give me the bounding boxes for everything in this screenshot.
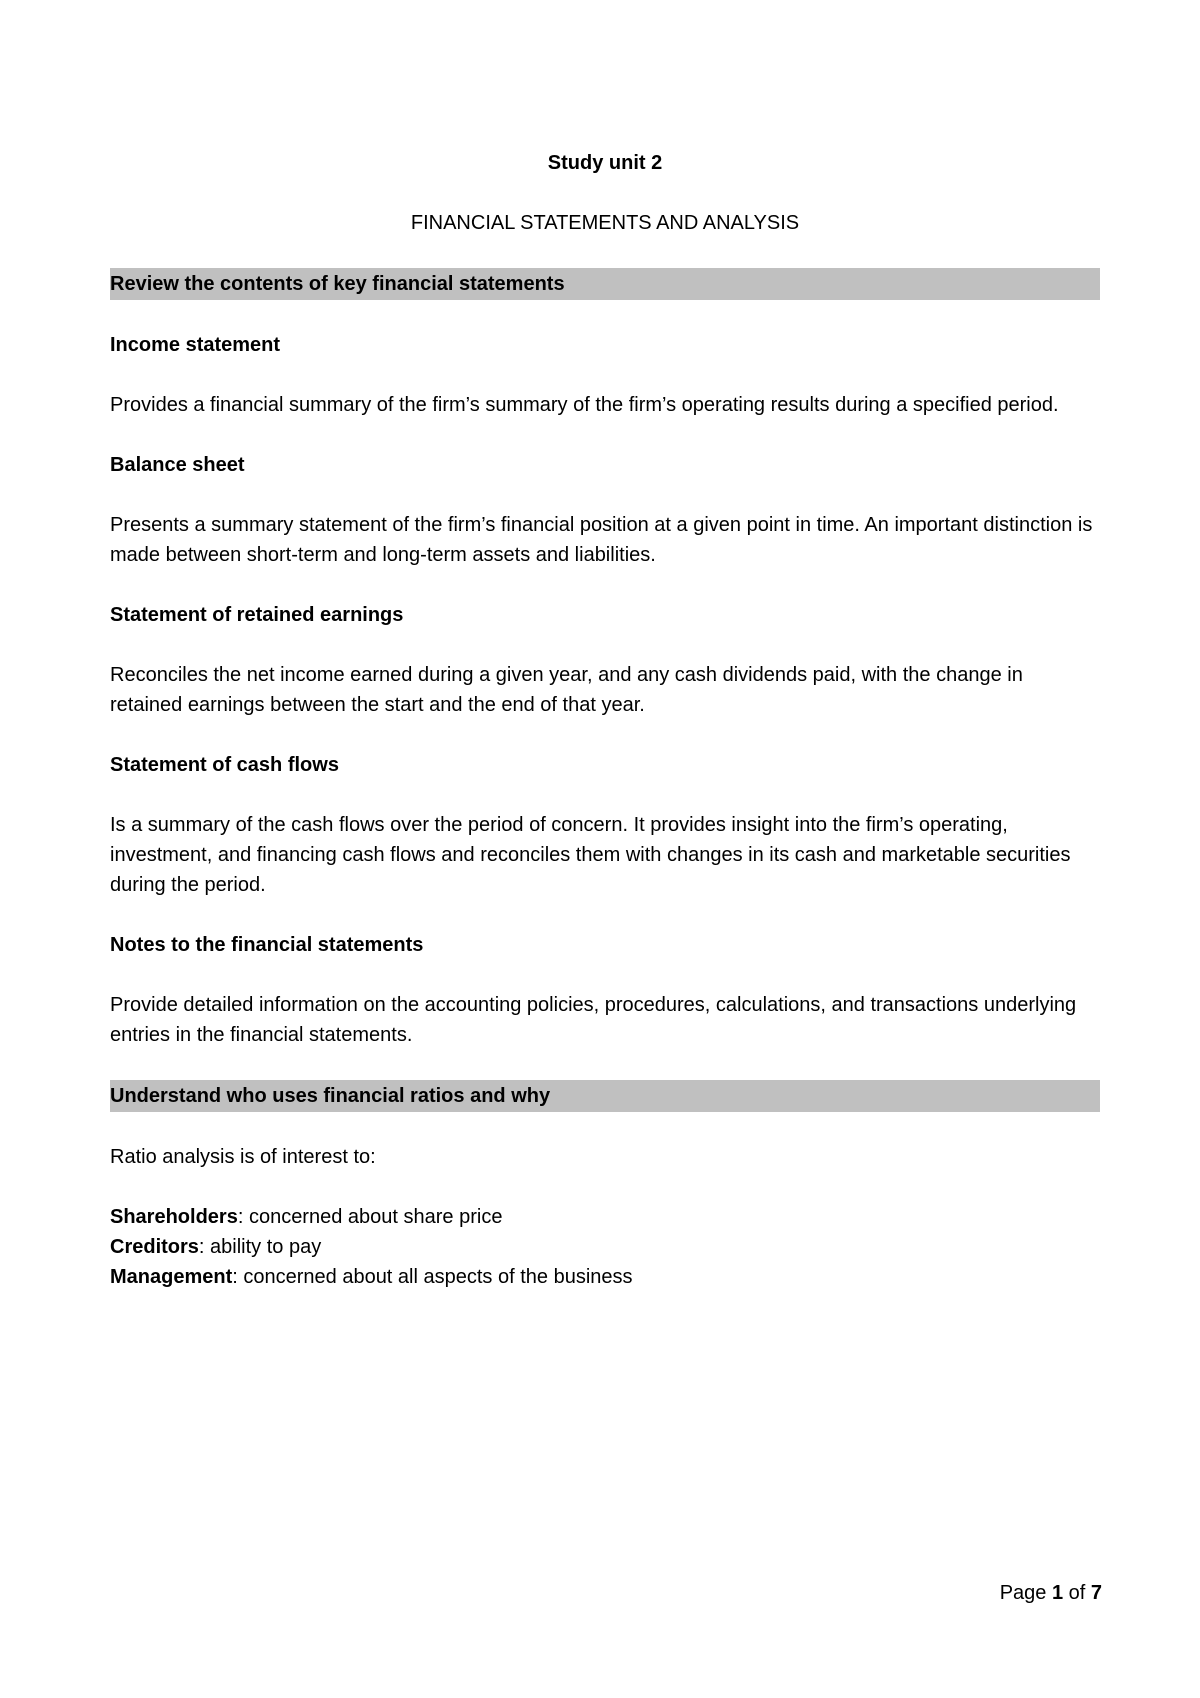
ratio-intro: Ratio analysis is of interest to: <box>110 1146 376 1168</box>
list-item <box>110 1262 1100 1292</box>
user-desc: : concerned about all aspects of the business <box>232 1266 633 1288</box>
item-body-retained-earnings: Reconciles the net income earned during a given year, and any cash dividends paid, with the change in retained earnings between the start and the end of that year. <box>110 664 1023 716</box>
page-number: 1 <box>1051 1582 1064 1604</box>
list-item <box>110 1202 1100 1232</box>
unit-title: Study unit 2 <box>547 152 663 174</box>
main-title: FINANCIAL STATEMENTS AND ANALYSIS <box>410 212 800 234</box>
document-body <box>110 148 1100 1292</box>
user-term: Creditors <box>110 1236 199 1258</box>
item-body-cash-flows: Is a summary of the cash flows over the period of concern. It provides insight into the firm’s operating, investment, and financing cash flows and reconciles them with changes in its cash and marketable securities during the period. <box>110 814 1071 896</box>
section-heading-review: Review the contents of key financial statements <box>110 268 1100 300</box>
user-desc: : concerned about share price <box>237 1206 503 1228</box>
item-title-notes: Notes to the financial statements <box>110 934 424 956</box>
page-footer <box>1000 1578 1102 1608</box>
item-title-balance-sheet: Balance sheet <box>110 454 245 476</box>
item-body-income-statement: Provides a financial summary of the firm’s summary of the firm’s operating results during a specified period. <box>110 394 1059 416</box>
item-title-cash-flows: Statement of cash flows <box>110 754 339 776</box>
item-body-notes: Provide detailed information on the accounting policies, procedures, calculations, and transactions underlying entries in the financial statements. <box>110 994 1077 1046</box>
item-title-income-statement: Income statement <box>110 334 281 356</box>
item-body-balance-sheet: Presents a summary statement of the firm’s financial position at a given point in time. An important distinction is made between short-term and long-term assets and liabilities. <box>110 514 1093 566</box>
user-term: Shareholders <box>110 1206 238 1228</box>
page-of-label: of <box>1063 1582 1091 1604</box>
user-term: Management <box>110 1266 233 1288</box>
list-item <box>110 1232 1100 1262</box>
page-label: Page <box>999 1582 1052 1604</box>
section-heading-users: Understand who uses financial ratios and why <box>110 1080 1100 1112</box>
item-title-retained-earnings: Statement of retained earnings <box>110 604 404 626</box>
page-total: 7 <box>1090 1582 1102 1604</box>
user-desc: : ability to pay <box>198 1236 322 1258</box>
